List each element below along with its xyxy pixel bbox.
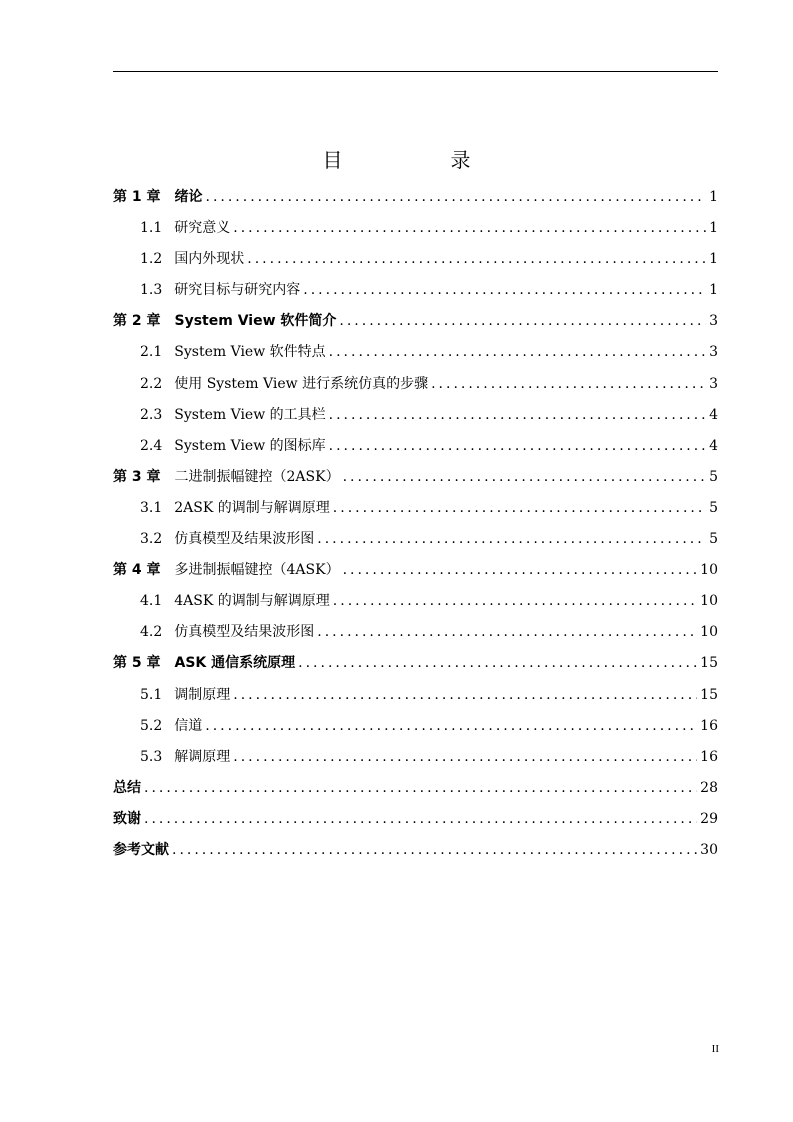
entry-page: 1: [709, 282, 718, 299]
dot-leader: [317, 617, 697, 648]
entry-page: 10: [700, 593, 718, 610]
toc-title: 目 录: [322, 148, 515, 172]
toc-entry-chapter-3[interactable]: [113, 462, 718, 493]
entry-page: 3: [709, 344, 718, 361]
toc-entry-section-1-1[interactable]: [113, 213, 718, 244]
dot-leader: [144, 773, 697, 804]
dot-leader: [333, 493, 706, 524]
entry-page: 10: [700, 562, 718, 579]
entry-title: 研究意义: [174, 220, 231, 237]
toc-entry-section-1-2[interactable]: [113, 244, 718, 275]
entry-page: 1: [709, 251, 718, 268]
entry-number: 第 2 章: [113, 313, 161, 330]
entry-title: 致谢: [113, 810, 141, 827]
toc-entry-section-5-2[interactable]: [113, 711, 718, 742]
toc-entry-chapter-2[interactable]: [113, 306, 718, 337]
dot-leader: [298, 648, 697, 679]
toc-entry-chapter-4[interactable]: [113, 555, 718, 586]
toc-entry-section-2-2[interactable]: [113, 369, 718, 400]
dot-leader: [343, 462, 707, 493]
toc-entry-section-2-4[interactable]: [113, 431, 718, 462]
toc-entry-summary[interactable]: [113, 773, 718, 804]
dot-leader: [343, 555, 698, 586]
toc-entry-section-1-3[interactable]: [113, 275, 718, 306]
entry-title: System View 的工具栏: [174, 406, 326, 423]
toc-entry-acknowledgements[interactable]: [113, 804, 718, 835]
entry-title: 使用 System View 进行系统仿真的步骤: [174, 375, 429, 392]
entry-number: 5.2: [140, 717, 163, 734]
entry-title: 仿真模型及结果波形图: [174, 531, 315, 548]
dot-leader: [247, 244, 706, 275]
dot-leader: [233, 680, 697, 711]
entry-title: 绪论: [174, 189, 203, 205]
toc-entry-section-3-1[interactable]: [113, 493, 718, 524]
dot-leader: [172, 835, 697, 866]
entry-number: 2.2: [140, 375, 163, 392]
header-rule: [113, 71, 718, 72]
entry-number: 第 3 章: [113, 468, 161, 485]
entry-number: 1.3: [140, 282, 163, 299]
entry-page: 30: [700, 841, 718, 858]
entry-page: 1: [709, 189, 718, 205]
entry-number: 1.1: [140, 220, 163, 237]
dot-leader: [233, 213, 706, 244]
entry-number: 3.2: [140, 531, 163, 548]
entry-title: 2ASK 的调制与解调原理: [174, 499, 330, 516]
entry-title: 总结: [113, 779, 141, 796]
entry-page: 28: [700, 779, 718, 796]
entry-number: 5.3: [140, 748, 163, 765]
toc-entry-chapter-1[interactable]: [113, 182, 718, 213]
entry-title: 研究目标与研究内容: [174, 282, 301, 299]
entry-title: 参考文献: [113, 841, 169, 858]
page-number: II: [711, 1043, 719, 1055]
entry-page: 15: [700, 686, 718, 703]
entry-number: 第 1 章: [113, 189, 161, 205]
toc-entry-section-2-3[interactable]: [113, 400, 718, 431]
toc-entry-section-2-1[interactable]: [113, 337, 718, 368]
toc-entry-section-4-1[interactable]: [113, 586, 718, 617]
entry-page: 5: [709, 468, 718, 485]
entry-page: 16: [700, 748, 718, 765]
entry-title: ASK 通信系统原理: [174, 655, 296, 672]
dot-leader: [233, 742, 697, 773]
toc-list: [113, 182, 718, 866]
entry-title: 调制原理: [174, 686, 231, 703]
entry-page: 16: [700, 717, 718, 734]
entry-title: 国内外现状: [174, 251, 245, 268]
entry-number: 2.1: [140, 344, 163, 361]
entry-title: System View 软件简介: [174, 313, 337, 330]
entry-title: 仿真模型及结果波形图: [174, 624, 315, 641]
dot-leader: [317, 524, 706, 555]
entry-number: 5.1: [140, 686, 163, 703]
entry-number: 第 5 章: [113, 655, 161, 672]
toc-entry-chapter-5[interactable]: [113, 648, 718, 679]
entry-page: 5: [709, 531, 718, 548]
dot-leader: [144, 804, 697, 835]
entry-number: 3.1: [140, 499, 163, 516]
dot-leader: [431, 369, 706, 400]
dot-leader: [329, 400, 706, 431]
entry-page: 10: [700, 624, 718, 641]
entry-number: 第 4 章: [113, 562, 161, 579]
dot-leader: [303, 275, 706, 306]
entry-number: 4.2: [140, 624, 163, 641]
entry-number: 4.1: [140, 593, 163, 610]
entry-title: 4ASK 的调制与解调原理: [174, 593, 330, 610]
entry-page: 5: [709, 499, 718, 516]
entry-page: 29: [700, 810, 718, 827]
dot-leader: [333, 586, 697, 617]
toc-entry-section-3-2[interactable]: [113, 524, 718, 555]
toc-entry-references[interactable]: [113, 835, 718, 866]
entry-page: 4: [709, 406, 718, 423]
entry-title: 解调原理: [174, 748, 231, 765]
dot-leader: [329, 337, 706, 368]
dot-leader: [205, 711, 697, 742]
toc-entry-section-4-2[interactable]: [113, 617, 718, 648]
toc-entry-section-5-3[interactable]: [113, 742, 718, 773]
dot-leader: [339, 306, 706, 337]
entry-page: 15: [700, 655, 718, 672]
entry-title: 信道: [174, 717, 203, 734]
entry-title: System View 软件特点: [174, 344, 326, 361]
entry-title: 二进制振幅键控（2ASK）: [174, 468, 340, 485]
toc-entry-section-5-1[interactable]: [113, 680, 718, 711]
entry-page: 3: [709, 313, 718, 330]
entry-number: 2.4: [140, 437, 163, 454]
dot-leader: [206, 182, 707, 213]
entry-page: 3: [709, 375, 718, 392]
entry-title: 多进制振幅键控（4ASK）: [174, 562, 340, 579]
entry-page: 1: [709, 220, 718, 237]
dot-leader: [329, 431, 706, 462]
entry-number: 2.3: [140, 406, 163, 423]
entry-title: System View 的图标库: [174, 437, 326, 454]
entry-page: 4: [709, 437, 718, 454]
entry-number: 1.2: [140, 251, 163, 268]
